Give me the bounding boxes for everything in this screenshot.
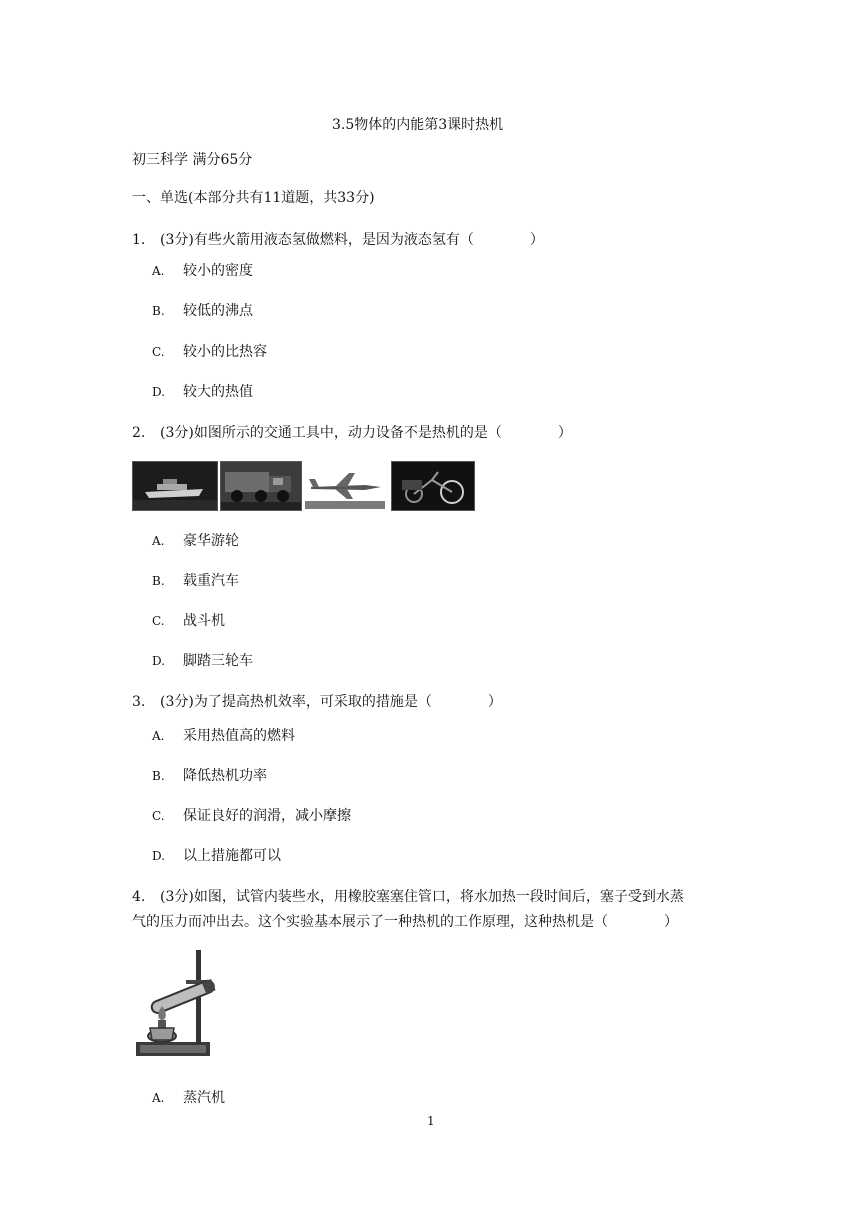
question-2-number: 2. xyxy=(132,425,146,441)
q3-option-c[interactable]: 保证良好的润滑，减小摩擦 xyxy=(183,808,351,824)
q2-option-d-letter: D. xyxy=(152,654,166,668)
q1-option-a-letter: A. xyxy=(152,264,165,278)
question-4-number: 4. xyxy=(132,889,146,905)
q3-option-c-letter: C. xyxy=(152,809,165,823)
q2-option-b[interactable]: 载重汽车 xyxy=(183,573,239,589)
q1-option-d[interactable]: 较大的热值 xyxy=(183,384,253,400)
test-tube-apparatus-image xyxy=(132,948,216,1064)
q1-option-a[interactable]: 较小的密度 xyxy=(183,263,253,279)
fighter-jet-image xyxy=(305,465,385,509)
q1-option-c[interactable]: 较小的比热容 xyxy=(183,344,267,360)
q3-option-a[interactable]: 采用热值高的燃料 xyxy=(183,728,295,744)
q1-option-b-letter: B. xyxy=(152,304,165,318)
truck-image xyxy=(220,461,302,511)
cruise-ship-image xyxy=(132,461,218,511)
tricycle-image xyxy=(391,461,475,511)
q2-option-c[interactable]: 战斗机 xyxy=(183,613,225,629)
q3-option-b-letter: B. xyxy=(152,769,165,783)
question-2-text: (3分)如图所示的交通工具中，动力设备不是热机的是（ ） xyxy=(160,425,572,441)
question-4-text-line1: (3分)如图，试管内装些水，用橡胶塞塞住管口，将水加热一段时间后，塞子受到水蒸 xyxy=(160,889,684,905)
section-heading: 一、单选(本部分共有11道题，共33分) xyxy=(132,190,375,206)
question-3-number: 3. xyxy=(132,694,146,710)
page-title: 3.5物体的内能第3课时热机 xyxy=(332,117,504,133)
q2-option-c-letter: C. xyxy=(152,614,165,628)
q3-option-d-letter: D. xyxy=(152,849,166,863)
q4-option-a[interactable]: 蒸汽机 xyxy=(183,1090,225,1106)
q3-option-b[interactable]: 降低热机功率 xyxy=(183,768,267,784)
question-1-number: 1. xyxy=(132,232,146,248)
q4-option-a-letter: A. xyxy=(152,1091,165,1105)
q1-option-c-letter: C. xyxy=(152,345,165,359)
page-number: 1 xyxy=(427,1114,435,1128)
q2-option-d[interactable]: 脚踏三轮车 xyxy=(183,653,253,669)
q3-option-a-letter: A. xyxy=(152,729,165,743)
q3-option-d[interactable]: 以上措施都可以 xyxy=(183,848,281,864)
subtitle: 初三科学 满分65分 xyxy=(132,152,253,168)
question-4-text-line2: 气的压力而冲出去。这个实验基本展示了一种热机的工作原理，这种热机是（ ） xyxy=(132,914,678,930)
question-3-text: (3分)为了提高热机效率，可采取的措施是（ ） xyxy=(160,694,502,710)
q2-option-a[interactable]: 豪华游轮 xyxy=(183,533,239,549)
q2-option-a-letter: A. xyxy=(152,534,165,548)
question-1-text: (3分)有些火箭用液态氢做燃料，是因为液态氢有（ ） xyxy=(160,232,544,248)
q1-option-b[interactable]: 较低的沸点 xyxy=(183,303,253,319)
q1-option-d-letter: D. xyxy=(152,385,166,399)
q2-option-b-letter: B. xyxy=(152,574,165,588)
